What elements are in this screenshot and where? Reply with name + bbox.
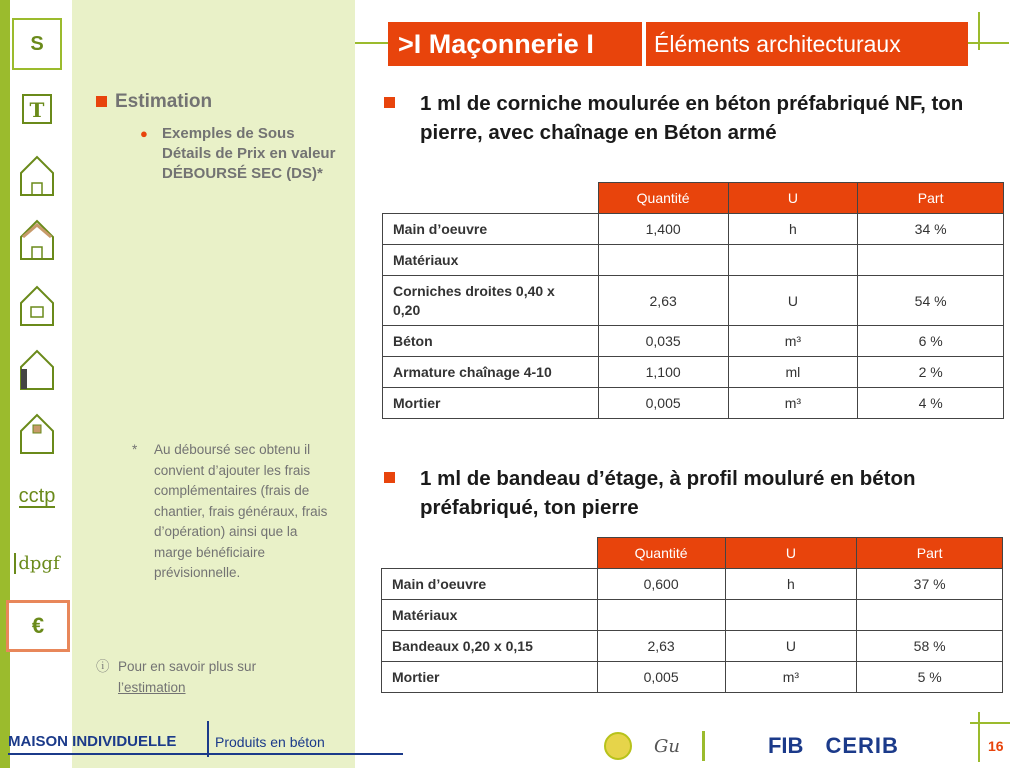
green-logo-icon xyxy=(702,731,746,761)
row-unit: U xyxy=(725,631,857,662)
row-unit: m³ xyxy=(725,662,857,693)
house-window-icon xyxy=(17,283,57,327)
row-label: Matériaux xyxy=(382,600,598,631)
section-title: >I Maçonnerie I xyxy=(388,22,642,66)
row-qty: 0,035 xyxy=(598,326,728,357)
subsection-title: Éléments architecturaux xyxy=(642,22,968,66)
row-part: 34 % xyxy=(858,214,1004,245)
gu-logo: Gu xyxy=(654,735,680,757)
cerib-logo: CERIB xyxy=(825,733,899,758)
info-text: Pour en savoir plus sur xyxy=(118,659,257,674)
table-header-row xyxy=(382,538,1003,569)
nav-house-button[interactable] xyxy=(12,150,62,200)
table-row xyxy=(383,276,1004,326)
row-unit xyxy=(725,600,857,631)
ecole-logo-icon xyxy=(604,732,632,760)
row-qty: 0,005 xyxy=(597,662,725,693)
row-qty: 2,63 xyxy=(597,631,725,662)
nav-wall-button[interactable] xyxy=(12,344,62,394)
row-part: 5 % xyxy=(857,662,1003,693)
table-header-cell: Quantité xyxy=(598,183,728,214)
text-icon xyxy=(20,92,54,126)
nav-chimney-button[interactable] xyxy=(12,408,62,458)
brand-divider xyxy=(207,721,209,757)
info-note xyxy=(96,657,346,698)
table-row xyxy=(383,326,1004,357)
row-label: Main d’oeuvre xyxy=(382,569,598,600)
table-header-row xyxy=(383,183,1004,214)
bullet-square xyxy=(96,96,107,107)
corner-vline xyxy=(978,712,980,762)
euro-icon: € xyxy=(31,613,45,638)
row-unit: h xyxy=(725,569,857,600)
row-label: Bandeaux 0,20 x 0,15 xyxy=(382,631,598,662)
bullet-square xyxy=(384,97,395,108)
row-part: 37 % xyxy=(857,569,1003,600)
table-header-blank xyxy=(382,538,598,569)
table-row xyxy=(383,388,1004,419)
partner-logos xyxy=(604,724,899,768)
row-qty xyxy=(597,600,725,631)
table1 xyxy=(382,182,1004,419)
estimation-label: Estimation xyxy=(115,91,213,112)
table-row xyxy=(383,357,1004,388)
corner-hline xyxy=(970,722,1010,724)
row-label: Mortier xyxy=(382,662,598,693)
cctp-icon: cctp xyxy=(18,485,56,507)
house-chimney-icon xyxy=(17,411,57,455)
row-qty: 0,005 xyxy=(598,388,728,419)
row-label: Matériaux xyxy=(383,245,599,276)
row-part xyxy=(858,245,1004,276)
table-header-blank xyxy=(383,183,599,214)
row-part xyxy=(857,600,1003,631)
sub-bullet-text: Exemples de Sous Détails de Prix en valeur DÉBOURSÉ SEC (DS)* xyxy=(162,125,336,182)
bullet-square xyxy=(384,472,395,483)
nav-euro-button[interactable] xyxy=(6,600,70,652)
nav-cctp-button[interactable] xyxy=(12,472,62,522)
info-icon: ⓘ xyxy=(96,659,110,674)
header-vline xyxy=(978,12,980,50)
bullet-dot-icon: ● xyxy=(140,126,148,141)
row-qty xyxy=(598,245,728,276)
left-panel xyxy=(72,0,355,768)
row-qty: 2,63 xyxy=(598,276,728,326)
nav-strip xyxy=(0,0,72,768)
row-label: Armature chaînage 4-10 xyxy=(383,357,599,388)
table-row xyxy=(383,214,1004,245)
fib-logo: FIB xyxy=(767,733,804,758)
nav-s-button[interactable] xyxy=(12,18,62,70)
table-row xyxy=(382,569,1003,600)
table-row xyxy=(382,600,1003,631)
row-unit: U xyxy=(728,276,858,326)
nav-text-button[interactable] xyxy=(12,84,62,134)
house-roof-icon xyxy=(17,217,57,261)
table-row xyxy=(383,245,1004,276)
footnote-text: Au déboursé sec obtenu il convient d’ajouter les frais complémentaires (frais de chantier, frais généraux, frais d’opération) ainsi que la marge bénéficiaire prévisionnelle. xyxy=(154,442,328,580)
table-row xyxy=(382,631,1003,662)
house-wall-icon xyxy=(17,347,57,391)
row-part: 6 % xyxy=(858,326,1004,357)
row-unit: ml xyxy=(728,357,858,388)
row-label: Main d’oeuvre xyxy=(383,214,599,245)
row-label: Béton xyxy=(383,326,599,357)
page-number: 16 xyxy=(988,738,1004,754)
table-header-cell: Quantité xyxy=(597,538,725,569)
estimation-heading xyxy=(96,91,212,113)
svg-text:T: T xyxy=(29,98,45,122)
row-unit xyxy=(728,245,858,276)
table-header-cell: U xyxy=(728,183,858,214)
table2 xyxy=(381,537,1003,693)
table-header-cell: Part xyxy=(857,538,1003,569)
row-part: 58 % xyxy=(857,631,1003,662)
row-qty: 1,400 xyxy=(598,214,728,245)
brand-subtitle: Produits en béton xyxy=(215,734,325,750)
brand-title: MAISON INDIVIDUELLE xyxy=(8,733,177,750)
row-label: Corniches droites 0,40 x 0,20 xyxy=(383,276,599,326)
row-label: Mortier xyxy=(383,388,599,419)
table-row xyxy=(382,662,1003,693)
row-unit: m³ xyxy=(728,326,858,357)
row-unit: h xyxy=(728,214,858,245)
table2-title-text: 1 ml de bandeau d’étage, à profil mouluré en béton préfabriqué, ton pierre xyxy=(420,467,916,519)
nav-dpgf-button[interactable] xyxy=(12,538,62,588)
nav-roof-button[interactable] xyxy=(12,214,62,264)
table1-title-text: 1 ml de corniche moulurée en béton préfabriqué NF, ton pierre, avec chaînage en Béton armé xyxy=(420,92,964,144)
table-header-cell: Part xyxy=(858,183,1004,214)
row-part: 54 % xyxy=(858,276,1004,326)
row-unit: m³ xyxy=(728,388,858,419)
green-rail xyxy=(0,0,10,768)
dpgf-icon: dpgf xyxy=(14,553,59,574)
nav-s-label: S xyxy=(30,32,44,55)
row-part: 2 % xyxy=(858,357,1004,388)
footnote-star: * xyxy=(132,442,138,457)
table-header-cell: U xyxy=(725,538,857,569)
table2-title xyxy=(384,464,1004,522)
table1-title xyxy=(384,89,1004,147)
nav-window-button[interactable] xyxy=(12,280,62,330)
estimation-link[interactable]: l’estimation xyxy=(118,679,186,695)
house-icon xyxy=(17,153,57,197)
row-part: 4 % xyxy=(858,388,1004,419)
row-qty: 0,600 xyxy=(597,569,725,600)
sub-bullet xyxy=(140,124,345,184)
brand-underline xyxy=(8,753,403,755)
footnote xyxy=(132,440,332,584)
row-qty: 1,100 xyxy=(598,357,728,388)
